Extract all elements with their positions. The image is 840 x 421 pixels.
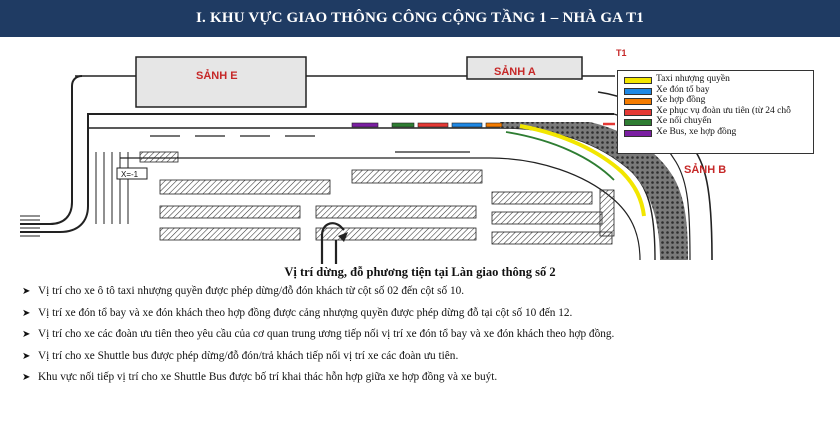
segment-crew bbox=[452, 123, 482, 127]
note-text: Vị trí cho xe các đoàn ưu tiên theo yêu cầu của cơ quan trung ương tiếp nối vị trí xe đón tổ bay và xe đón khách theo hợp đồng. bbox=[38, 328, 615, 340]
notes-list bbox=[22, 285, 822, 393]
note-item bbox=[22, 350, 822, 372]
legend-item-transfer bbox=[624, 116, 809, 127]
legend-label: Xe hợp đồng bbox=[656, 95, 706, 105]
note-item bbox=[22, 285, 822, 307]
legend-label: Xe Bus, xe hợp đồng bbox=[656, 126, 737, 137]
segment-contract bbox=[486, 123, 502, 127]
arrow-bullet-icon: ➤ bbox=[22, 329, 31, 340]
arrow-bullet-icon: ➤ bbox=[22, 286, 31, 297]
legend-label: Xe đón tố bay bbox=[656, 84, 710, 95]
note-text: Khu vực nối tiếp vị trí cho xe Shuttle Bus được bố trí khai thác hỗn hợp giữa xe hợp đồng và xe buýt. bbox=[38, 371, 498, 383]
map-caption: Vị trí dừng, đỗ phương tiện tại Làn giao thông số 2 bbox=[284, 265, 556, 279]
arrow-bullet-icon: ➤ bbox=[22, 350, 31, 362]
lane-dashes bbox=[150, 136, 470, 152]
legend-label: Xe phục vụ đoàn ưu tiên (từ 24 chỗ bbox=[656, 105, 791, 116]
legend-label: Taxi nhượng quyền bbox=[656, 74, 730, 84]
gate-sign: X=-1 bbox=[121, 170, 139, 179]
note-item bbox=[22, 307, 822, 329]
note-text: Vị trí cho xe Shuttle bus được phép dừng/đỗ đón/trả khách tiếp nối vị trí xe các đoàn ưu tiên. bbox=[38, 349, 459, 362]
segment-bus bbox=[352, 123, 378, 127]
legend-item-bus bbox=[624, 127, 809, 138]
legend-item-crew-pickup bbox=[624, 85, 809, 96]
legend-swatch-taxi bbox=[624, 77, 652, 84]
segment-priority bbox=[418, 123, 448, 127]
hall-b-label: SẢNH B bbox=[684, 164, 727, 176]
hall-a-label: SẢNH A bbox=[494, 66, 536, 78]
parking-blocks bbox=[140, 152, 614, 244]
segment-transfer bbox=[392, 123, 414, 127]
legend-swatch-contract bbox=[624, 98, 652, 105]
legend-item-contract bbox=[624, 95, 809, 106]
legend-swatch-transfer bbox=[624, 119, 652, 126]
legend-item-priority bbox=[624, 106, 809, 117]
terminal-hall-e-block bbox=[136, 57, 306, 107]
legend-swatch-priority bbox=[624, 109, 652, 116]
arrow-bullet-icon: ➤ bbox=[22, 372, 31, 383]
outer-road-boundary bbox=[20, 76, 82, 224]
legend-item-taxi bbox=[624, 74, 809, 85]
legend-label: Xe nối chuyến bbox=[656, 116, 712, 126]
page-title: I. KHU VỰC GIAO THÔNG CÔNG CỘNG TẦNG 1 – NHÀ GA T1 bbox=[196, 10, 644, 26]
note-text: Vị trí xe đón tổ bay và xe đón khách theo hợp đồng được cảng nhượng quyền được phép dừng đỗ tại cột số 10 đến 12. bbox=[38, 306, 573, 319]
map-legend bbox=[617, 70, 814, 154]
lane-marker: T1 bbox=[616, 48, 627, 58]
note-item bbox=[22, 328, 822, 350]
arrow-bullet-icon: ➤ bbox=[22, 307, 31, 319]
page-title-banner bbox=[0, 0, 840, 37]
note-item bbox=[22, 371, 822, 393]
note-text: Vị trí cho xe ô tô taxi nhượng quyền được phép dừng/đỗ đón khách từ cột số 02 đến cột số 10. bbox=[38, 285, 465, 297]
left-parking-stripes bbox=[96, 152, 128, 224]
legend-swatch-crew-pickup bbox=[624, 88, 652, 95]
legend-swatch-bus bbox=[624, 130, 652, 137]
hall-e-label: SẢNH E bbox=[196, 70, 238, 82]
stop-segments bbox=[352, 123, 502, 127]
